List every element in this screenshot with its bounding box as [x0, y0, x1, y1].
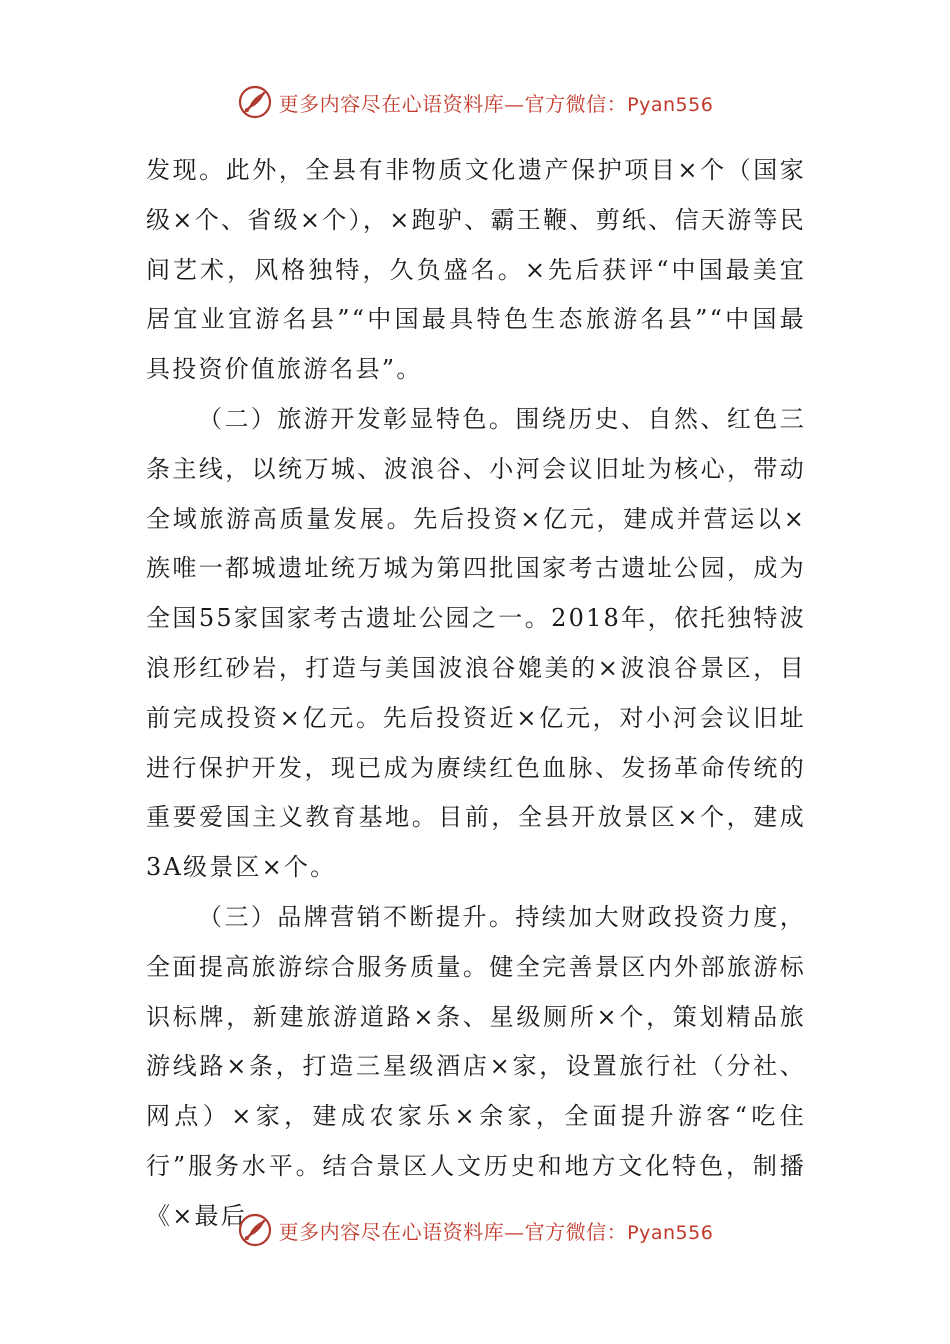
paragraph-tourism-development: （二）旅游开发彰显特色。围绕历史、自然、红色三条主线，以统万城、波浪谷、小河会议旧址为核心，带动全域旅游高质量发展。先后投资×亿元，建成并营运以×族唯一都城遗址统万城为第四批国家考古遗址公园，成为全国55家国家考古遗址公园之一。2018年，依托独特波浪形红砂岩，打造与美国波浪谷媲美的×波浪谷景区，目前完成投资×亿元。先后投资近×亿元，对小河会议旧址进行保护开发，现已成为赓续红色血脉、发扬革命传统的重要爱国主义教育基地。目前，全县开放景区×个，建成3A级景区×个。 — [146, 404, 806, 882]
footer-banner-text: 更多内容尽在心语资料库—官方微信： — [278, 1219, 628, 1244]
header-banner — [0, 82, 950, 122]
quill-logo-icon — [237, 1212, 273, 1248]
header-wechat-id: Pyan556 — [627, 93, 714, 116]
footer-banner — [0, 1210, 950, 1250]
header-banner-text: 更多内容尽在心语资料库—官方微信： — [278, 91, 628, 116]
paragraph-brand-marketing: （三）品牌营销不断提升。持续加大财政投资力度，全面提高旅游综合服务质量。健全完善景区内外部旅游标识标牌，新建旅游道路×条、星级厕所×个，策划精品旅游线路×条，打造三星级酒店×家，设置旅行社（分社、网点）×家，建成农家乐×余家，全面提升游客“吃住行”服务水平。结合景区人文历史和地方文化特色，制播《×最后 — [146, 902, 806, 1230]
footer-wechat-id: Pyan556 — [627, 1221, 714, 1244]
paragraph-intangible-heritage: 发现。此外，全县有非物质文化遗产保护项目×个（国家级×个、省级×个），×跑驴、霸王鞭、剪纸、信天游等民间艺术，风格独特，久负盛名。×先后获评“中国最美宜居宜业宜游名县”“中国最具特色生态旅游名县”“中国最具投资价值旅游名县”。 — [146, 156, 806, 384]
document-body — [146, 146, 806, 1242]
quill-logo-icon — [237, 84, 273, 120]
